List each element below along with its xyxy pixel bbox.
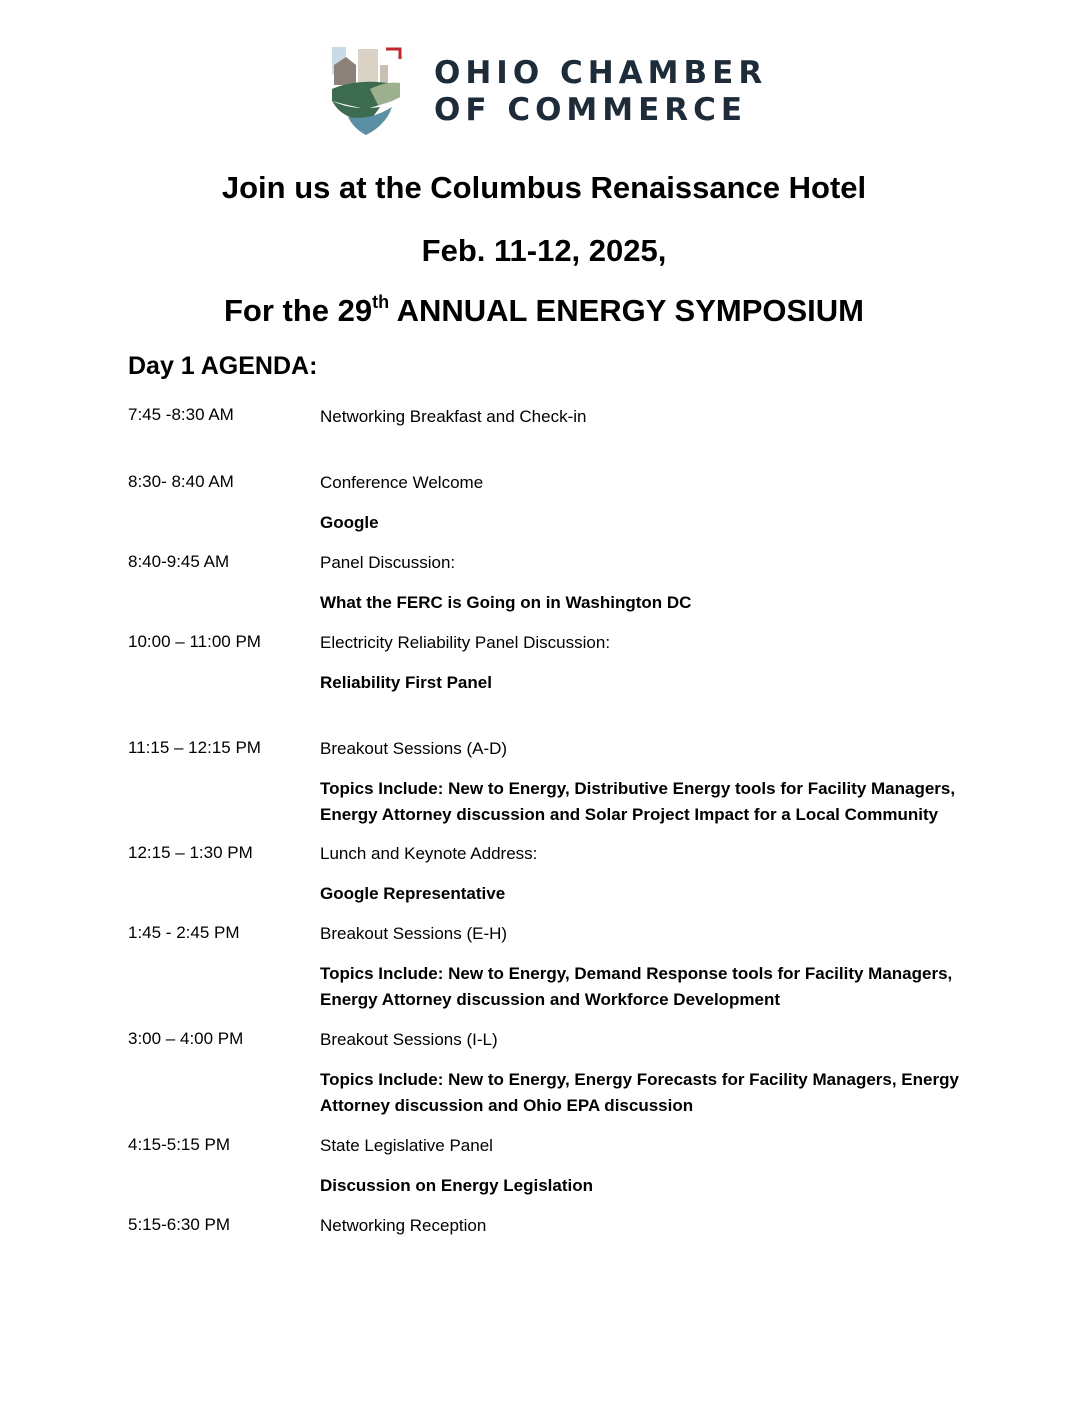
org-name [434, 55, 767, 129]
agenda-detail: Topics Include: New to Energy, Energy Forecasts for Facility Managers, Energy Attorney discussion and Ohio EPA discussion [320, 1070, 959, 1115]
agenda-time: 7:45 -8:30 AM [128, 405, 234, 424]
agenda-title-text: State Legislative Panel [320, 1136, 493, 1155]
agenda-detail: Google [320, 513, 379, 532]
agenda-time: 3:00 – 4:00 PM [128, 1029, 244, 1048]
agenda-title-text: Conference Welcome [320, 473, 484, 492]
agenda-time: 11:15 – 12:15 PM [128, 738, 261, 757]
event-title-post: ANNUAL ENERGY SYMPOSIUM [389, 293, 864, 328]
agenda-title-text: Electricity Reliability Panel Discussion: [320, 633, 611, 652]
agenda-title-text: Breakout Sessions (I-L) [320, 1030, 498, 1049]
event-title-pre: For the 29 [224, 293, 373, 328]
agenda-title-text: Breakout Sessions (A-D) [320, 739, 508, 758]
ohio-chamber-logo [330, 45, 768, 140]
agenda-title-text: Networking Breakfast and Check-in [320, 407, 587, 426]
agenda-time: 5:15-6:30 PM [128, 1215, 231, 1234]
agenda-title-text: Lunch and Keynote Address: [320, 844, 538, 863]
event-title-ordinal: th [372, 292, 390, 312]
event-title-heading [0, 293, 1088, 329]
agenda-title-text: Panel Discussion: [320, 553, 456, 572]
agenda-time: 4:15-5:15 PM [128, 1135, 231, 1154]
org-name-line1: OHIO CHAMBER [434, 55, 768, 91]
agenda-detail: Discussion on Energy Legislation [320, 1176, 593, 1195]
shield-landscape-logo-icon [330, 45, 402, 137]
agenda-time: 1:45 - 2:45 PM [128, 923, 240, 942]
agenda-time: 10:00 – 11:00 PM [128, 632, 261, 651]
agenda-title-text: Networking Reception [320, 1216, 487, 1235]
agenda-detail: Topics Include: New to Energy, Demand Response tools for Facility Managers, Energy Attorney discussion and Workforce Development [320, 964, 953, 1009]
event-date-heading: Feb. 11-12, 2025, [421, 233, 667, 268]
org-name-line2: OF COMMERCE [434, 92, 748, 128]
agenda-time: 8:30- 8:40 AM [128, 472, 234, 491]
agenda-detail: Topics Include: New to Energy, Distributive Energy tools for Facility Managers, Energy Attorney discussion and Solar Project Impact for a Local Community [320, 779, 956, 824]
agenda-title: Day 1 AGENDA: [128, 352, 318, 380]
agenda-detail: What the FERC is Going on in Washington DC [320, 593, 692, 612]
agenda-time: 8:40-9:45 AM [128, 552, 230, 571]
event-venue-heading: Join us at the Columbus Renaissance Hotel [221, 170, 867, 205]
agenda-detail: Reliability First Panel [320, 673, 492, 692]
agenda-detail: Google Representative [320, 884, 506, 903]
agenda-title-text: Breakout Sessions (E-H) [320, 924, 508, 943]
agenda-time: 12:15 – 1:30 PM [128, 843, 253, 862]
